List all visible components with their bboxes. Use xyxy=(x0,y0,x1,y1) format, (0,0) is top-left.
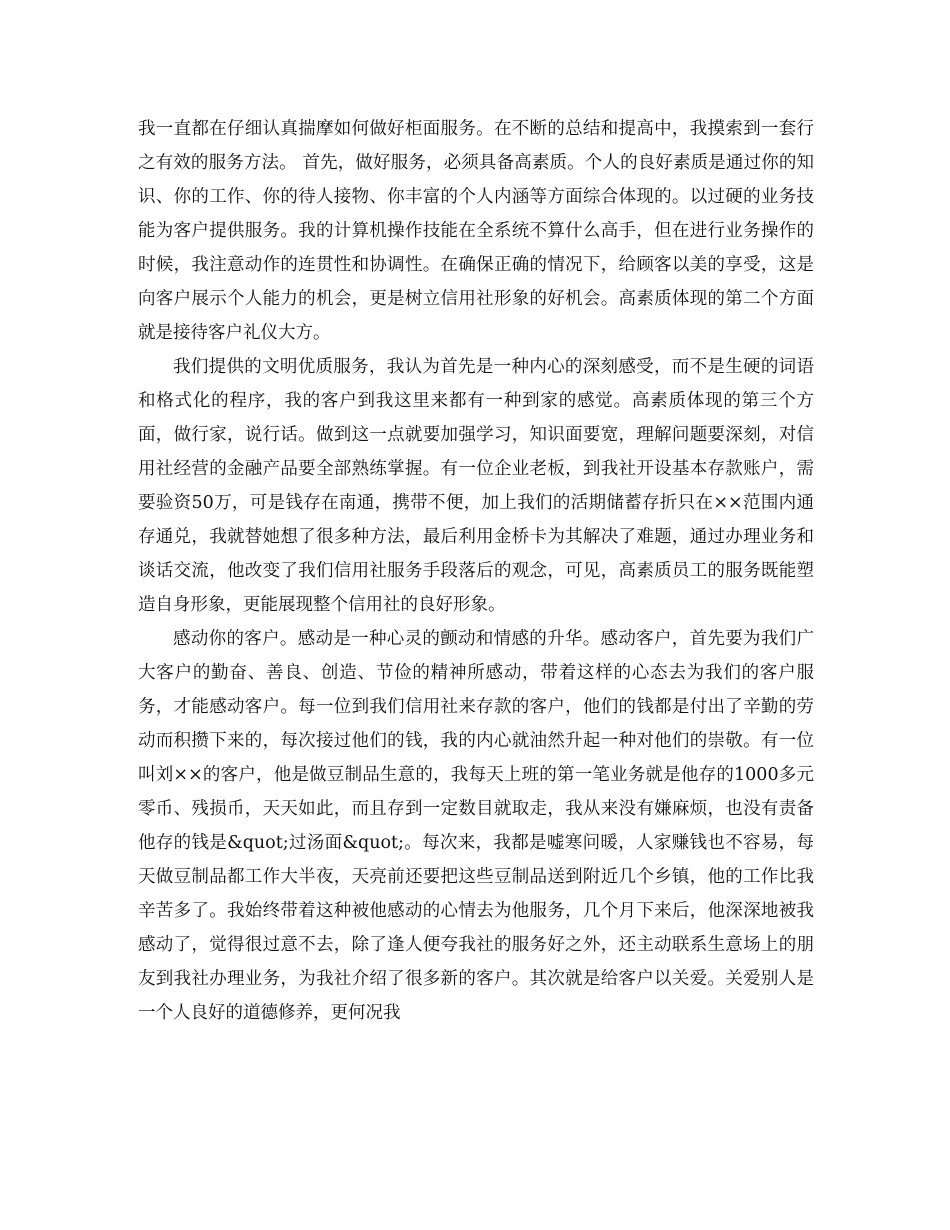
document-body xyxy=(138,112,814,1030)
paragraph-2: 我们提供的文明优质服务，我认为首先是一种内心的深刻感受，而不是生硬的词语和格式化的程序，我的客户到我这里来都有一种到家的感觉。高素质体现的第三个方面，做行家，说行话。做到这一点就要加强学习，知识面要宽，理解问题要深刻，对信用社经营的金融产品要全部熟练掌握。有一位企业老板，到我社开设基本存款账户，需要验资50万，可是钱存在南通，携带不便，加上我们的活期储蓄存折只在××范围内通存通兑，我就替她想了很多种方法，最后利用金桥卡为其解决了难题，通过办理业务和谈话交流，他改变了我们信用社服务手段落后的观念，可见，高素质员工的服务既能塑造自身形象，更能展现整个信用社的良好形象。 xyxy=(138,357,814,615)
paragraph-1: 我一直都在仔细认真揣摩如何做好柜面服务。在不断的总结和提高中，我摸索到一套行之有效的服务方法。 首先，做好服务，必须具备高素质。个人的良好素质是通过你的知识、你的工作、你的待人接物、你丰富的个人内涵等方面综合体现的。以过硬的业务技能为客户提供服务。我的计算机操作技能在全系统不算什么高手，但在进行业务操作的时候，我注意动作的连贯性和协调性。在确保正确的情况下，给顾客以美的享受，这是向客户展示个人能力的机会，更是树立信用社形象的好机会。高素质体现的第二个方面就是接待客户礼仪大方。 xyxy=(138,119,814,343)
paragraph-3: 感动你的客户。感动是一种心灵的颤动和情感的升华。感动客户，首先要为我们广大客户的勤奋、善良、创造、节俭的精神所感动，带着这样的心态去为我们的客户服务，才能感动客户。每一位到我们信用社来存款的客户，他们的钱都是付出了辛勤的劳动而积攒下来的，每次接过他们的钱，我的内心就油然升起一种对他们的崇敬。有一位叫刘××的客户，他是做豆制品生意的，我每天上班的第一笔业务就是他存的1000多元零币、残损币，天天如此，而且存到一定数目就取走，我从来没有嫌麻烦，也没有责备他存的钱是&quot;过汤面&quot;。每次来，我都是嘘寒问暖，人家赚钱也不容易，每天做豆制品都工作大半夜，天亮前还要把这些豆制品送到附近几个乡镇，他的工作比我辛苦多了。我始终带着这种被他感动的心情去为他服务，几个月下来后，他深深地被我感动了，觉得很过意不去，除了逢人便夸我社的服务好之外，还主动联系生意场上的朋友到我社办理业务，为我社介绍了很多新的客户。其次就是给客户以关爱。关爱别人是一个人良好的道德修养，更何况我 xyxy=(138,629,814,1023)
